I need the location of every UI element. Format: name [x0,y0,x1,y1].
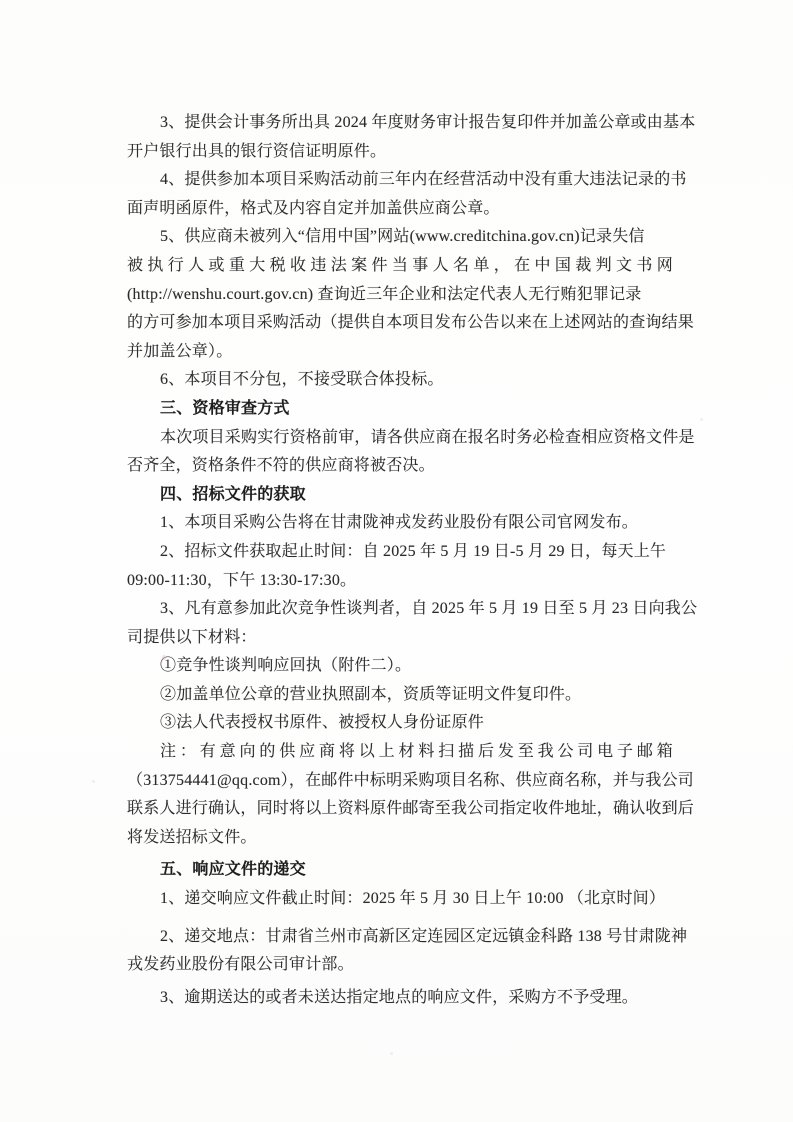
doc-line: 将发送招标文件。 [127,828,257,846]
doc-line: 本次项目采购实行资格前审，请各供应商在报名时务必检查相应资格文件是 [160,428,695,446]
doc-line: 2、招标文件获取起止时间：自 2025 年 5 月 19 日-5 月 29 日，每天上午 [160,542,667,560]
doc-line: 联系人进行确认，同时将以上资料原件邮寄至我公司指定收件地址，确认收到后 [127,800,695,818]
doc-line: 09:00-11:30，下午 13:30-17:30。 [127,571,357,589]
doc-line: 5、供应商未被列入“信用中国”网站(www.creditchina.gov.cn)记录失信 [160,228,645,246]
document-text [127,109,698,1012]
scan-speckle [390,1052,393,1055]
doc-line: 面声明函原件，格式及内容自定并加盖供应商公章。 [127,199,500,217]
doc-line: 开户银行出具的银行资信证明原件。 [127,142,387,160]
doc-line: 否齐全，资格条件不符的供应商将被否决。 [127,457,435,475]
scan-speckle [210,228,213,231]
doc-line: 被执行人或重大税收违法案件当事人名单，在中国裁判文书网 [127,256,673,274]
scan-speckle [92,780,95,783]
doc-line: 6、本项目不分包，不接受联合体投标。 [160,371,444,389]
doc-line: (http://wenshu.court.gov.cn) 查询近三年企业和法定代表人无行贿犯罪记录 [127,285,642,303]
doc-line: 注：有意向的供应商将以上材料扫描后发至我公司电子邮箱 [160,743,673,761]
doc-line: 1、本项目采购公告将在甘肃陇神戎发药业股份有限公司官网发布。 [160,514,639,532]
doc-line: 1、递交响应文件截止时间：2025 年 5 月 30 日上午 10:00 （北京时间） [160,890,666,908]
section-heading-response-submission: 五、响应文件的递交 [160,861,306,879]
doc-line: 并加盖公章）。 [127,342,233,360]
doc-line: 3、提供会计事务所出具 2024 年度财务审计报告复印件并加盖公章或由基本 [160,114,696,131]
doc-line: ②加盖单位公章的营业执照副本，资质等证明文件复印件。 [160,685,582,703]
doc-line: ③法人代表授权书原件、被授权人身份证原件 [160,714,485,732]
section-heading-qualification-review: 三、资格审查方式 [160,399,290,417]
scan-speckle [700,418,703,421]
scan-speckle [162,655,166,660]
doc-line: 戎发药业股份有限公司审计部。 [127,956,354,974]
doc-line: 司提供以下材料： [127,628,257,646]
section-heading-obtaining-bid-documents: 四、招标文件的获取 [160,485,306,503]
doc-line: 3、逾期送达的或者未送达指定地点的响应文件，采购方不予受理。 [160,988,639,1006]
doc-line: （313754441@qq.com），在邮件中标明采购项目名称、供应商名称，并与我公司 [127,771,694,789]
doc-line: 3、凡有意参加此次竞争性谈判者，自 2025 年 5 月 19 日至 5 月 23 日向我公 [160,600,698,618]
doc-line: 4、提供参加本项目采购活动前三年内在经营活动中没有重大违法记录的书 [160,171,687,189]
doc-line: 的方可参加本项目采购活动（提供自本项目发布公告以来在上述网站的查询结果 [127,314,695,332]
doc-line: 2、递交地点：甘肃省兰州市高新区定连园区定远镇金科路 138 号甘肃陇神 [160,927,688,945]
doc-line: ①竞争性谈判响应回执（附件二）。 [160,657,412,675]
